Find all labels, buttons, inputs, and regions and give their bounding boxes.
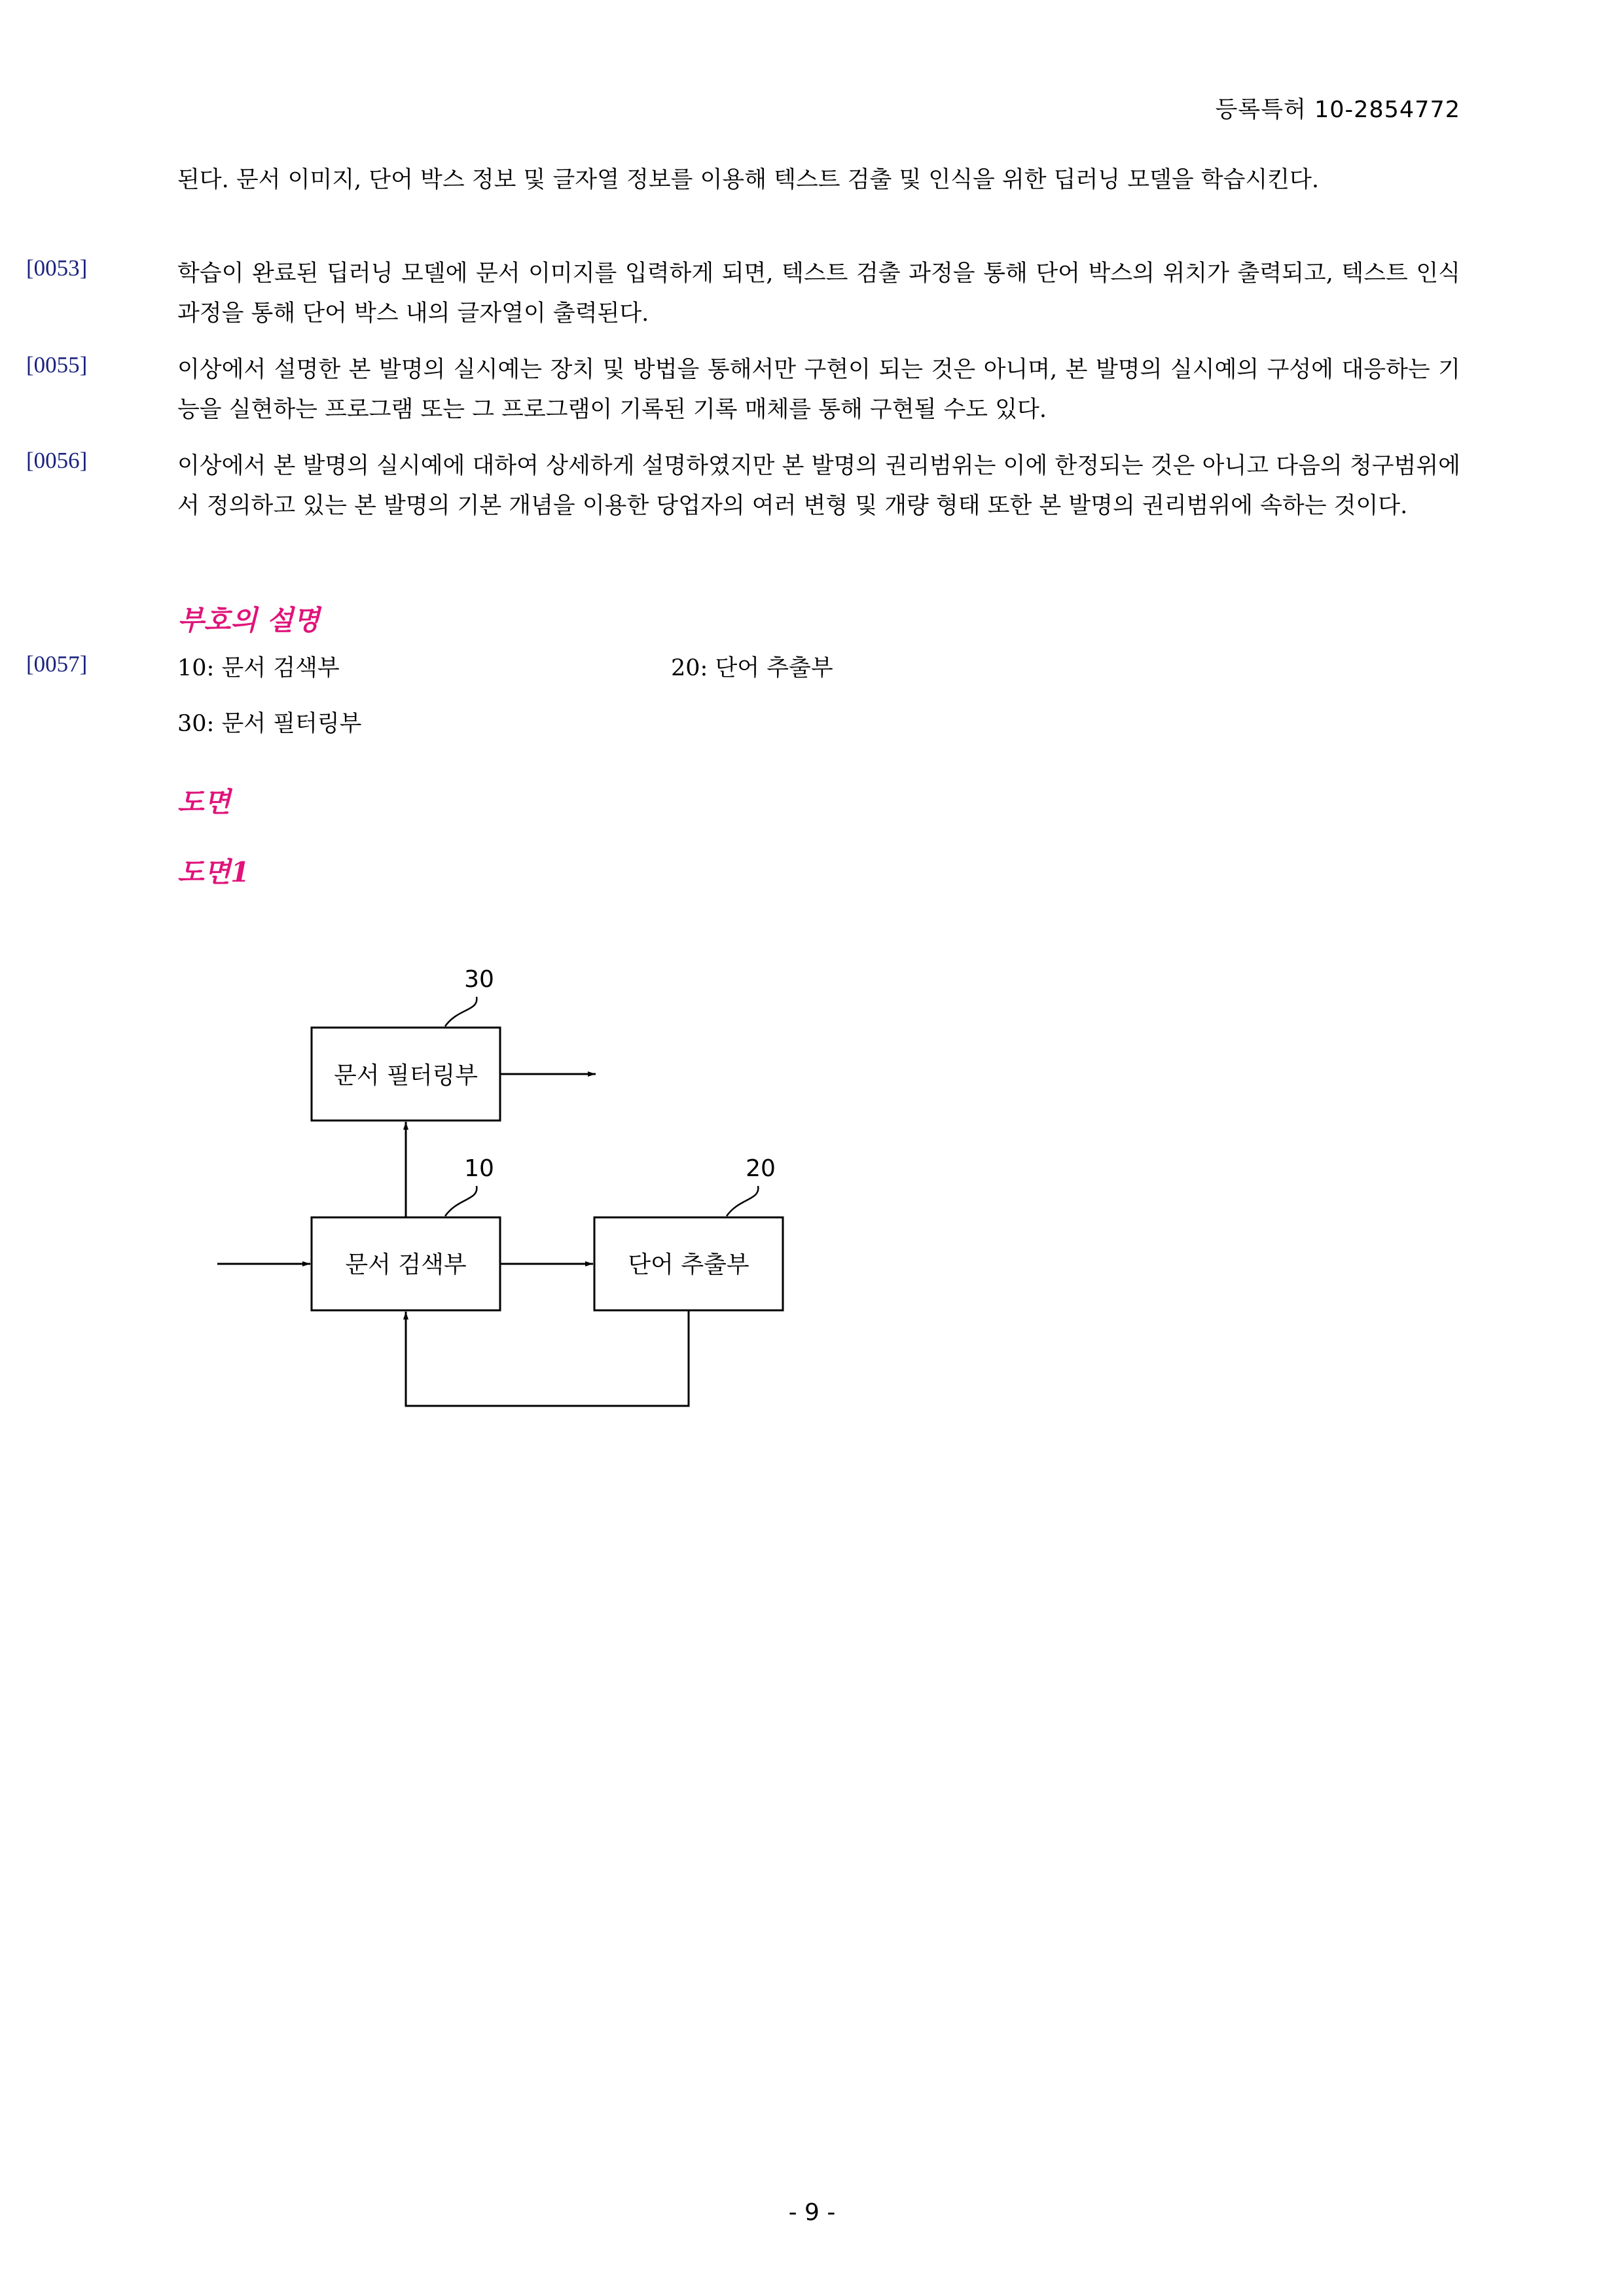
patent-number: 등록특허 10-2854772 (1215, 97, 1460, 123)
filtering-ref-label: 30 (464, 966, 494, 993)
search-ref-label: 10 (464, 1155, 494, 1182)
paragraph-continued: 된다. 문서 이미지, 단어 박스 정보 및 글자열 정보를 이용해 텍스트 검출 및 인식을 위한 딥러닝 모델을 학습시킨다. (177, 167, 1319, 193)
extract-box-label: 단어 추출부 (628, 1251, 749, 1278)
paragraph-number-0053: [0053] (26, 255, 88, 281)
symbol-item-30: 30: 문서 필터링부 (177, 711, 362, 737)
paragraph-0055: 이상에서 설명한 본 발명의 실시예는 장치 및 방법을 통해서만 구현이 되는 것은 아니며, 본 발명의 실시예의 구성에 대응하는 기능을 실현하는 프로그램 또는 그 프로그램이 기록된 기록 매체를 통해 구현될 수도 있다. (177, 357, 1460, 423)
symbol-item-10: 10: 문서 검색부 (177, 655, 340, 681)
extract-ref-leader (727, 1186, 758, 1216)
paragraph-0056: 이상에서 본 발명의 실시예에 대하여 상세하게 설명하였지만 본 발명의 권리범위는 이에 한정되는 것은 아니고 다음의 청구범위에서 정의하고 있는 본 발명의 기본 개념을 이용한 당업자의 여러 변형 및 개량 형태 또한 본 발명의 권리범위에 속하는 것이다. (177, 453, 1460, 519)
paragraph-number-0057: [0057] (26, 651, 88, 677)
search-box-label: 문서 검색부 (345, 1251, 467, 1278)
figure-1-title: 도면1 (177, 856, 250, 888)
paragraph-0053: 학습이 완료된 딥러닝 모델에 문서 이미지를 입력하게 되면, 텍스트 검출 과정을 통해 단어 박스의 위치가 출력되고, 텍스트 인식 과정을 통해 단어 박스 내의 글자열이 출력된다. (177, 260, 1460, 327)
filtering-ref-leader (445, 997, 477, 1026)
drawings-title: 도면 (177, 786, 231, 818)
symbol-item-20: 20: 단어 추출부 (671, 655, 833, 681)
search-ref-leader (445, 1186, 477, 1216)
paragraph-number-0055: [0055] (26, 352, 88, 378)
extract-ref-label: 20 (746, 1155, 776, 1182)
paragraph-number-0056: [0056] (26, 448, 88, 473)
filtering-box-label: 문서 필터링부 (333, 1062, 478, 1089)
reference-signs-title: 부호의 설명 (177, 604, 320, 636)
page-number: - 9 - (788, 2199, 836, 2226)
extract-feedback-arrow (406, 1310, 689, 1406)
